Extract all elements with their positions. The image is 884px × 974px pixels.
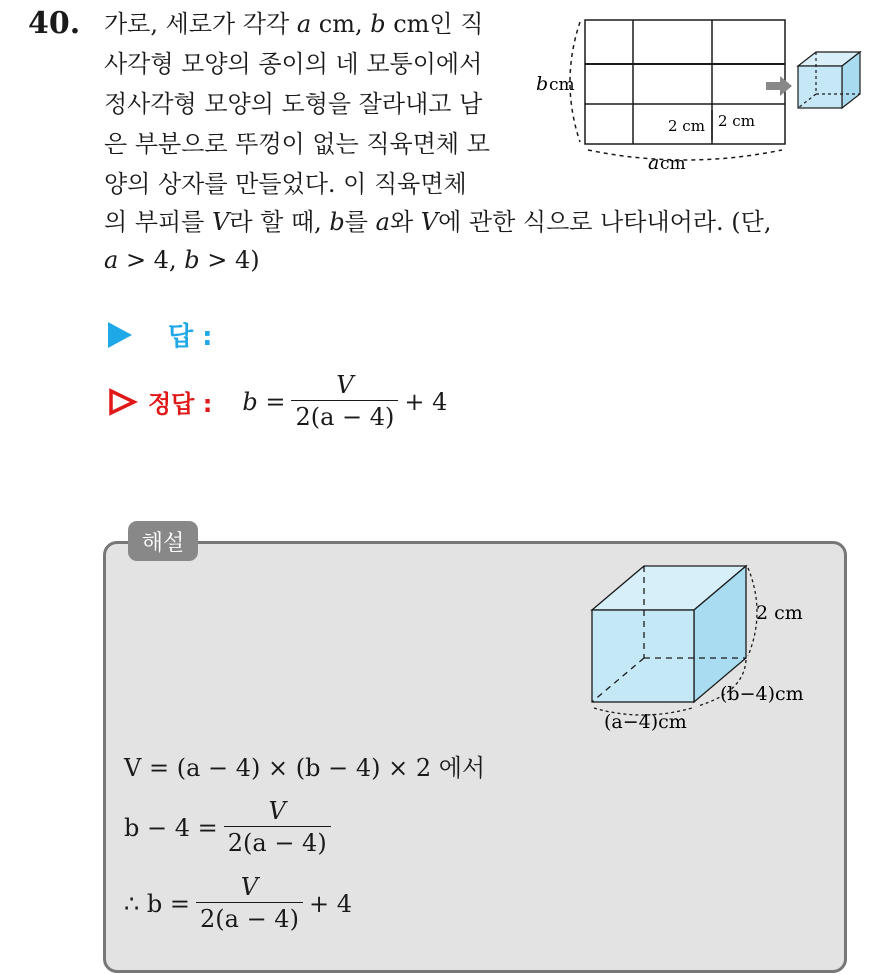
solution-fraction-1: $\frac{V}{2(a - 4)}$ [224,796,331,859]
a-unit: cm [660,154,686,174]
problem-line-6: 의 부피를 V라 할 때, b를 a와 V에 관한 식으로 나타내어라. (단, [104,208,772,236]
answer-fraction: $\frac{V}{2(a - 4)}$ [291,370,398,433]
paper-net-figure [530,14,870,184]
a-label: a [648,152,660,174]
correct-answer-row [108,370,447,433]
problem-line-5: 양의 상자를 만들었다. 이 직육면체 [104,170,467,198]
problem-line-4: 은 부분으로 뚜껑이 없는 직육면체 모 [104,130,490,158]
height-label: 2 cm [756,602,803,624]
right-arrow-icon [766,76,792,96]
b-unit: cm [549,75,575,95]
play-triangle-icon [108,322,132,348]
problem-line-1: 가로, 세로가 각각 a cm, b cm인 직 [104,10,484,38]
small-box-figure [798,52,860,108]
cut-label-1: 2 cm [668,117,705,135]
cut-label-2: 2 cm [718,112,755,130]
outline-triangle-icon [108,387,138,417]
problem-line-3: 정사각형 모양의 도형을 잘라내고 남 [104,90,483,118]
solution-tag: 해설 [128,521,198,561]
solution-line-1: V = (a − 4) × (b − 4) × 2 에서 [124,754,486,782]
problem-number: 40. [28,6,81,41]
width-label: (a−4)cm [604,711,687,733]
solution-line-3: ∴ b = $\frac{V}{2(a - 4)}$ + 4 [124,873,352,933]
problem-line-2: 사각형 모양의 종이의 네 모퉁이에서 [104,50,483,78]
answer-row [108,316,213,353]
solution-line-2: b − 4 = $\frac{V}{2(a - 4)}$ [124,796,337,859]
solution-box-figure [580,560,830,740]
solution-fraction-2: $\frac{V}{2(a - 4)}$ [196,872,303,935]
depth-label: (b−4)cm [720,683,804,705]
answer-label: 답 : [168,322,213,352]
problem-line-7: a > 4, b > 4) [104,246,260,274]
correct-answer-label: 정답 : [148,390,213,418]
b-label: b [536,73,549,95]
correct-answer-formula: b = $\frac{V}{2(a - 4)}$ + 4 [242,371,448,431]
